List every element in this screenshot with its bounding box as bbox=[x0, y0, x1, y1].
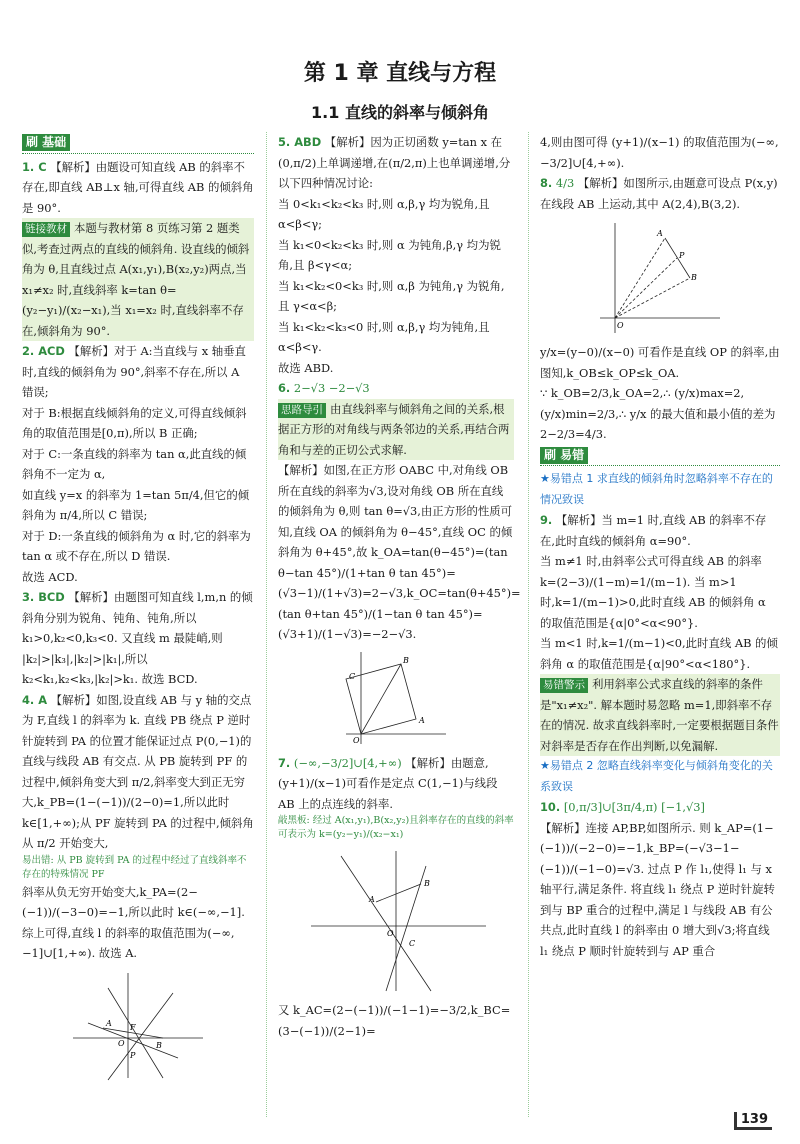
q7-end: 又 k_AC=(2−(−1))/(−1−1)=−3/2,k_BC=(3−(−1))/(2−1)= bbox=[278, 1003, 511, 1038]
q5-line: 当 k₁<0<k₂<k₃ 时,则 α 为钝角,β,γ 均为锐角,且 β<γ<α; bbox=[278, 237, 501, 272]
svg-text:B: B bbox=[424, 879, 430, 888]
q2-c2: 如直线 y=x 的斜率为 1=tan 5π/4,但它的倾斜角为 π/4,所以 C 错误; bbox=[22, 487, 250, 522]
q1: 1. C 【解析】由题设可知直线 AB 的斜率不存在,即直线 AB⊥x 轴,可得直线 AB 的倾斜角是 90°. bbox=[22, 159, 254, 215]
column-divider bbox=[528, 132, 529, 1117]
column-1 bbox=[22, 132, 254, 1087]
svg-text:O: O bbox=[617, 321, 624, 330]
svg-text:C: C bbox=[349, 671, 356, 681]
q8: 8. 4/3 【解析】如图所示,由题意可设点 P(x,y)在线段 AB 上运动,其中 A(2,4),B(3,2). bbox=[540, 176, 778, 211]
q8-figure bbox=[595, 218, 725, 338]
q7-note: 敲黑板: 经过 A(x₁,y₁),B(x₂,y₂)且斜率存在的直线的斜率可表示为 k=(y₂−y₁)/(x₂−x₁) bbox=[278, 815, 514, 840]
q4-end: 斜率从负无穷开始变大,k_PA=(2−(−1))/(−3−0)=−1,所以此时 k∈(−∞,−1]. 综上可得,直线 l 的斜率的取值范围为(−∞,−1]∪[1,+∞). 故选 A. bbox=[22, 884, 245, 960]
q6-guide: 思路导引 由直线斜率与倾斜角之间的关系,根据正方形的对角线与两条邻边的关系,再结合两角和与差的正切公式求解. bbox=[278, 399, 514, 461]
svg-text:B: B bbox=[691, 273, 697, 282]
q6-text: 【解析】如图,在正方形 OABC 中,对角线 OB 所在直线的斜率为√3,设对角线 OB 所在直线的倾斜角为 θ,则 tan θ=√3,由正方形的性质可知,直线 OA 的倾斜角为 θ−45°,直线 OC 的倾斜角为 θ+45°,故 k_OA=tan(θ−45°)=(tan θ−tan 45°)/(1+tan θ tan 45°)=(√3−1)/(1+√3)=2−√3,k_OC=tan(θ+45°)=(tan θ+tan 45°)/(1−tan θ tan 45°)=(√3+1)/(1−√3)=−2−√3. bbox=[278, 463, 521, 641]
q9: 9. 【解析】当 m=1 时,直线 AB 的斜率不存在,此时直线的倾斜角 α=90°. bbox=[540, 513, 767, 548]
q10-text: 【解析】连接 AP,BP,如图所示. 则 k_AP=(1−(−1))/(−2−0)=−1,k_BP=(−√3−1−(−1))/(−1−0)=√3. 过点 P 作 l₁,使得 l₁ 与 x 轴平行,满足条件. 将直线 l₁ 绕点 P 逆时针旋转到与 BP 重合的过程中,满足 l 与线段 AB 有公共点,此时直线 l 的斜率由 0 增大到√3;将直线 l₁ 绕点 P 顺时针旋转到与 AP 重合 bbox=[540, 820, 775, 958]
svg-text:A: A bbox=[106, 1018, 112, 1028]
q5-line: 当 k₁<k₂<0<k₃ 时,则 α,β 为钝角,γ 为锐角,且 γ<α<β; bbox=[278, 278, 505, 313]
q9-b: 当 m≠1 时,由斜率公式可得直线 AB 的斜率 k=(2−3)/(1−m)=1/(m−1). 当 m>1 时,k=1/(m−1)>0,此时直线 AB 的倾斜角 α 的取值范围是{α|0°<α<90°}. bbox=[540, 554, 766, 630]
mistake-point-1: ★易错点 1 求直线的倾斜角时忽略斜率不存在的情况致误 bbox=[540, 472, 773, 506]
q6-figure bbox=[341, 649, 451, 749]
q2-b: 对于 B:根据直线倾斜角的定义,可得直线倾斜角的取值范围是[0,π),所以 B 正确; bbox=[22, 405, 247, 440]
q1-link: 链接教材 本题与教材第 8 页练习第 2 题类似,考查过两点的直线的倾斜角. 设直线的倾斜角为 θ,且直线过点 A(x₁,y₁),B(x₂,y₂)两点,当 x₁≠x₂ 时,直线斜率 k=tan θ=(y₂−y₁)/(x₂−x₁),当 x₁=x₂ 时,直线斜率不存在,倾斜角为 90°. bbox=[22, 218, 254, 341]
svg-text:A: A bbox=[419, 715, 425, 725]
page-number: 139 bbox=[734, 1112, 772, 1130]
svg-text:P: P bbox=[679, 251, 685, 260]
q2-c: 对于 C:一条直线的斜率为 tan α,此直线的倾斜角不一定为 α, bbox=[22, 446, 247, 481]
q2: 2. ACD 【解析】对于 A:当直线与 x 轴垂直时,直线的倾斜角为 90°,斜率不存在,所以 A 错误; bbox=[22, 344, 246, 399]
q4-note: 易出错: 从 PB 旋转到 PA 的过程中经过了直线斜率不存在的特殊情况 PF bbox=[22, 854, 247, 880]
q7-figure bbox=[301, 846, 491, 996]
q5-line: 当 k₁<k₂<k₃<0 时,则 α,β,γ 均为钝角,且 α<β<γ. bbox=[278, 319, 490, 354]
q5-line: 故选 ABD. bbox=[278, 360, 334, 375]
svg-text:B: B bbox=[403, 655, 409, 665]
q8-text: y/x=(y−0)/(x−0) 可看作是直线 OP 的斜率,由图知,k_OB≤k_OP≤k_OA. bbox=[540, 345, 780, 380]
q9-c: 当 m<1 时,k=1/(m−1)<0,此时直线 AB 的倾斜角 α 的取值范围是{α|90°<α<180°}. bbox=[540, 636, 778, 671]
q5: 5. ABD 【解析】因为正切函数 y=tan x 在(0,π/2)上单调递增,在(π/2,π)上也单调递增,分以下四种情况讨论: bbox=[278, 135, 511, 190]
mistake-point-2: ★易错点 2 忽略直线斜率变化与倾斜角变化的关系致误 bbox=[540, 759, 773, 793]
q5-line: 当 0<k₁<k₂<k₃ 时,则 α,β,γ 均为锐角,且 α<β<γ; bbox=[278, 196, 490, 231]
q2-d: 对于 D:一条直线的倾斜角为 α 时,它的斜率为 tan α 或不存在,所以 D 错误. bbox=[22, 528, 251, 563]
svg-text:P: P bbox=[130, 1050, 136, 1060]
q9-warning: 易错警示 利用斜率公式求直线的斜率的条件是"x₁≠x₂". 解本题时易忽略 m=1,即斜率不存在的情况. 故求直线斜率时,一定要根据题目条件对斜率是否存在作出判断,以免漏解. bbox=[540, 674, 780, 756]
q3: 3. BCD 【解析】由题图可知直线 l,m,n 的倾斜角分别为锐角、钝角、钝角,所以 k₁>0,k₂<0,k₃<0. 又直线 m 最陡峭,则 |k₂|>|k₃|,|k₂|>|k₁|,所以 k₂<k₁,k₂<k₃,|k₂|>k₁. 故选 BCD. bbox=[22, 590, 253, 686]
column-3 bbox=[540, 132, 780, 961]
q2-end: 故选 ACD. bbox=[22, 569, 78, 584]
svg-text:O: O bbox=[387, 929, 394, 938]
column-2 bbox=[278, 132, 521, 1041]
svg-text:C: C bbox=[409, 939, 416, 948]
svg-text:O: O bbox=[353, 735, 360, 745]
q10: 10. [0,π/3]∪[3π/4,π) [−1,√3] bbox=[540, 800, 705, 814]
chapter-title: 第 1 章 直线与方程 bbox=[303, 61, 497, 86]
q4: 4. A 【解析】如图,设直线 AB 与 y 轴的交点为 F,直线 l 的斜率为 k. 直线 PB 绕点 P 逆时针旋转到 PA 的位置才能保证过点 P(0,−1)的直线与线段 AB 有交点. 从 PB 旋转到 PF 的过程中,倾斜角变大到 π/2,斜率变大到正无穷大,k_PB=(1−(−1))/(2−0)=1,所以此时 k∈[1,+∞);从 PF 旋转到 PA 的过程中,倾斜角从 π/2 开始变大, bbox=[22, 692, 254, 850]
q6: 6. 2−√3 −2−√3 bbox=[278, 381, 370, 395]
svg-text:F: F bbox=[130, 1022, 136, 1032]
q7-cont: 4,则由图可得 (y+1)/(x−1) 的取值范围为(−∞,−3/2]∪[4,+∞). bbox=[540, 135, 779, 170]
section-title: 1.1 直线的斜率与倾斜角 bbox=[311, 103, 489, 122]
q8-text2: ∵ k_OB=2/3,k_OA=2,∴ (y/x)max=2,(y/x)min=2/3,∴ y/x 的最大值和最小值的差为 2−2/3=4/3. bbox=[540, 386, 776, 441]
q4-figure bbox=[68, 968, 208, 1083]
tag-mistake: 刷 易错 bbox=[540, 447, 588, 464]
column-divider bbox=[266, 132, 267, 1117]
svg-text:A: A bbox=[657, 229, 663, 238]
q7: 7. (−∞,−3/2]∪[4,+∞) 【解析】由题意,(y+1)/(x−1)可看作是定点 C(1,−1)与线段 AB 上的点连线的斜率. bbox=[278, 755, 498, 811]
svg-text:O: O bbox=[118, 1038, 125, 1048]
svg-text:A: A bbox=[369, 895, 375, 904]
tag-basic: 刷 基础 bbox=[22, 134, 70, 151]
svg-text:B: B bbox=[156, 1040, 162, 1050]
